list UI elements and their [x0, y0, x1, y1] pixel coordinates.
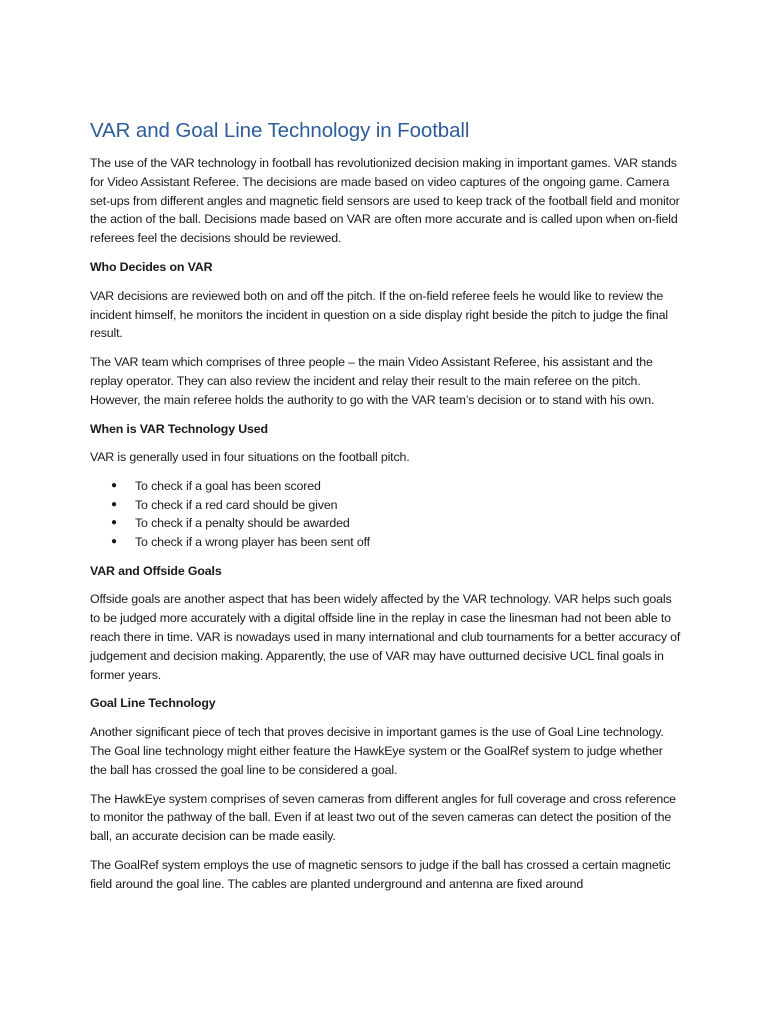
list-item	[111, 514, 682, 533]
when-used-paragraph: VAR is generally used in four situations on the football pitch.	[90, 450, 410, 465]
list-item-text: To check if a red card should be given	[135, 497, 338, 512]
bullet-icon: ●	[111, 517, 117, 529]
section-heading-when-used: When is VAR Technology Used	[90, 421, 268, 436]
who-decides-paragraph-1: VAR decisions are reviewed both on and off the pitch. If the on-field referee feels he would like to review the incident himself, he monitors the incident in question on a side display right beside the pitch to judge the final result.	[90, 288, 669, 341]
list-item-text: To check if a penalty should be awarded	[135, 516, 350, 531]
section-heading-who-decides: Who Decides on VAR	[90, 259, 213, 274]
goal-line-paragraph-2: The HawkEye system comprises of seven cameras from different angles for full coverage and cross reference to monitor the pathway of the ball. Even if at least two out of the seven cameras can detect the position of the ball, an accurate decision can be made easily.	[90, 791, 676, 844]
offside-paragraph: Offside goals are another aspect that has been widely affected by the VAR technology. VAR helps such goals to be judged more accurately with a digital offside line in the replay in case the linesman had not been able to reach there in time. VAR is nowadays used in many international and club tournaments for a better accuracy of judgement and decision making. Apparently, the use of VAR may have outturned decisive UCL final goals in former years.	[90, 592, 681, 682]
list-item-text: To check if a wrong player has been sent off	[135, 534, 370, 549]
situations-list	[90, 477, 682, 551]
document-page	[90, 116, 682, 903]
list-item-text: To check if a goal has been scored	[135, 479, 321, 494]
section-heading-goal-line: Goal Line Technology	[90, 696, 216, 711]
goal-line-paragraph-3: The GoalRef system employs the use of magnetic sensors to judge if the ball has crossed a certain magnetic field around the goal line. The cables are planted underground and antenna are fixed around	[90, 857, 671, 891]
bullet-icon: ●	[111, 535, 117, 547]
bullet-icon: ●	[111, 480, 117, 492]
list-item	[111, 496, 682, 515]
document-title: VAR and Goal Line Technology in Football	[90, 119, 470, 142]
intro-paragraph: The use of the VAR technology in football has revolutionized decision making in important games. VAR stands for Video Assistant Referee. The decisions are made based on video captures of the ongoing game. Camera set-ups from different angles and magnetic field sensors are used to keep track of the football field and monitor the action of the ball. Decisions made based on VAR are often more accurate and is called upon when on-field referees feel the decisions should be reviewed.	[90, 156, 680, 246]
bullet-icon: ●	[111, 498, 117, 510]
list-item	[111, 533, 682, 552]
goal-line-paragraph-1: Another significant piece of tech that proves decisive in important games is the use of Goal Line technology. The Goal line technology might either feature the HawkEye system or the GoalRef system to judge whether the ball has crossed the goal line to be considered a goal.	[90, 725, 664, 777]
section-heading-offside: VAR and Offside Goals	[90, 563, 222, 578]
list-item	[111, 477, 682, 496]
who-decides-paragraph-2: The VAR team which comprises of three people – the main Video Assistant Referee, his assistant and the replay operator. They can also review the incident and relay their result to the main referee on the pitch. However, the main referee holds the authority to go with the VAR team’s decision or to stand with his own.	[90, 355, 655, 407]
